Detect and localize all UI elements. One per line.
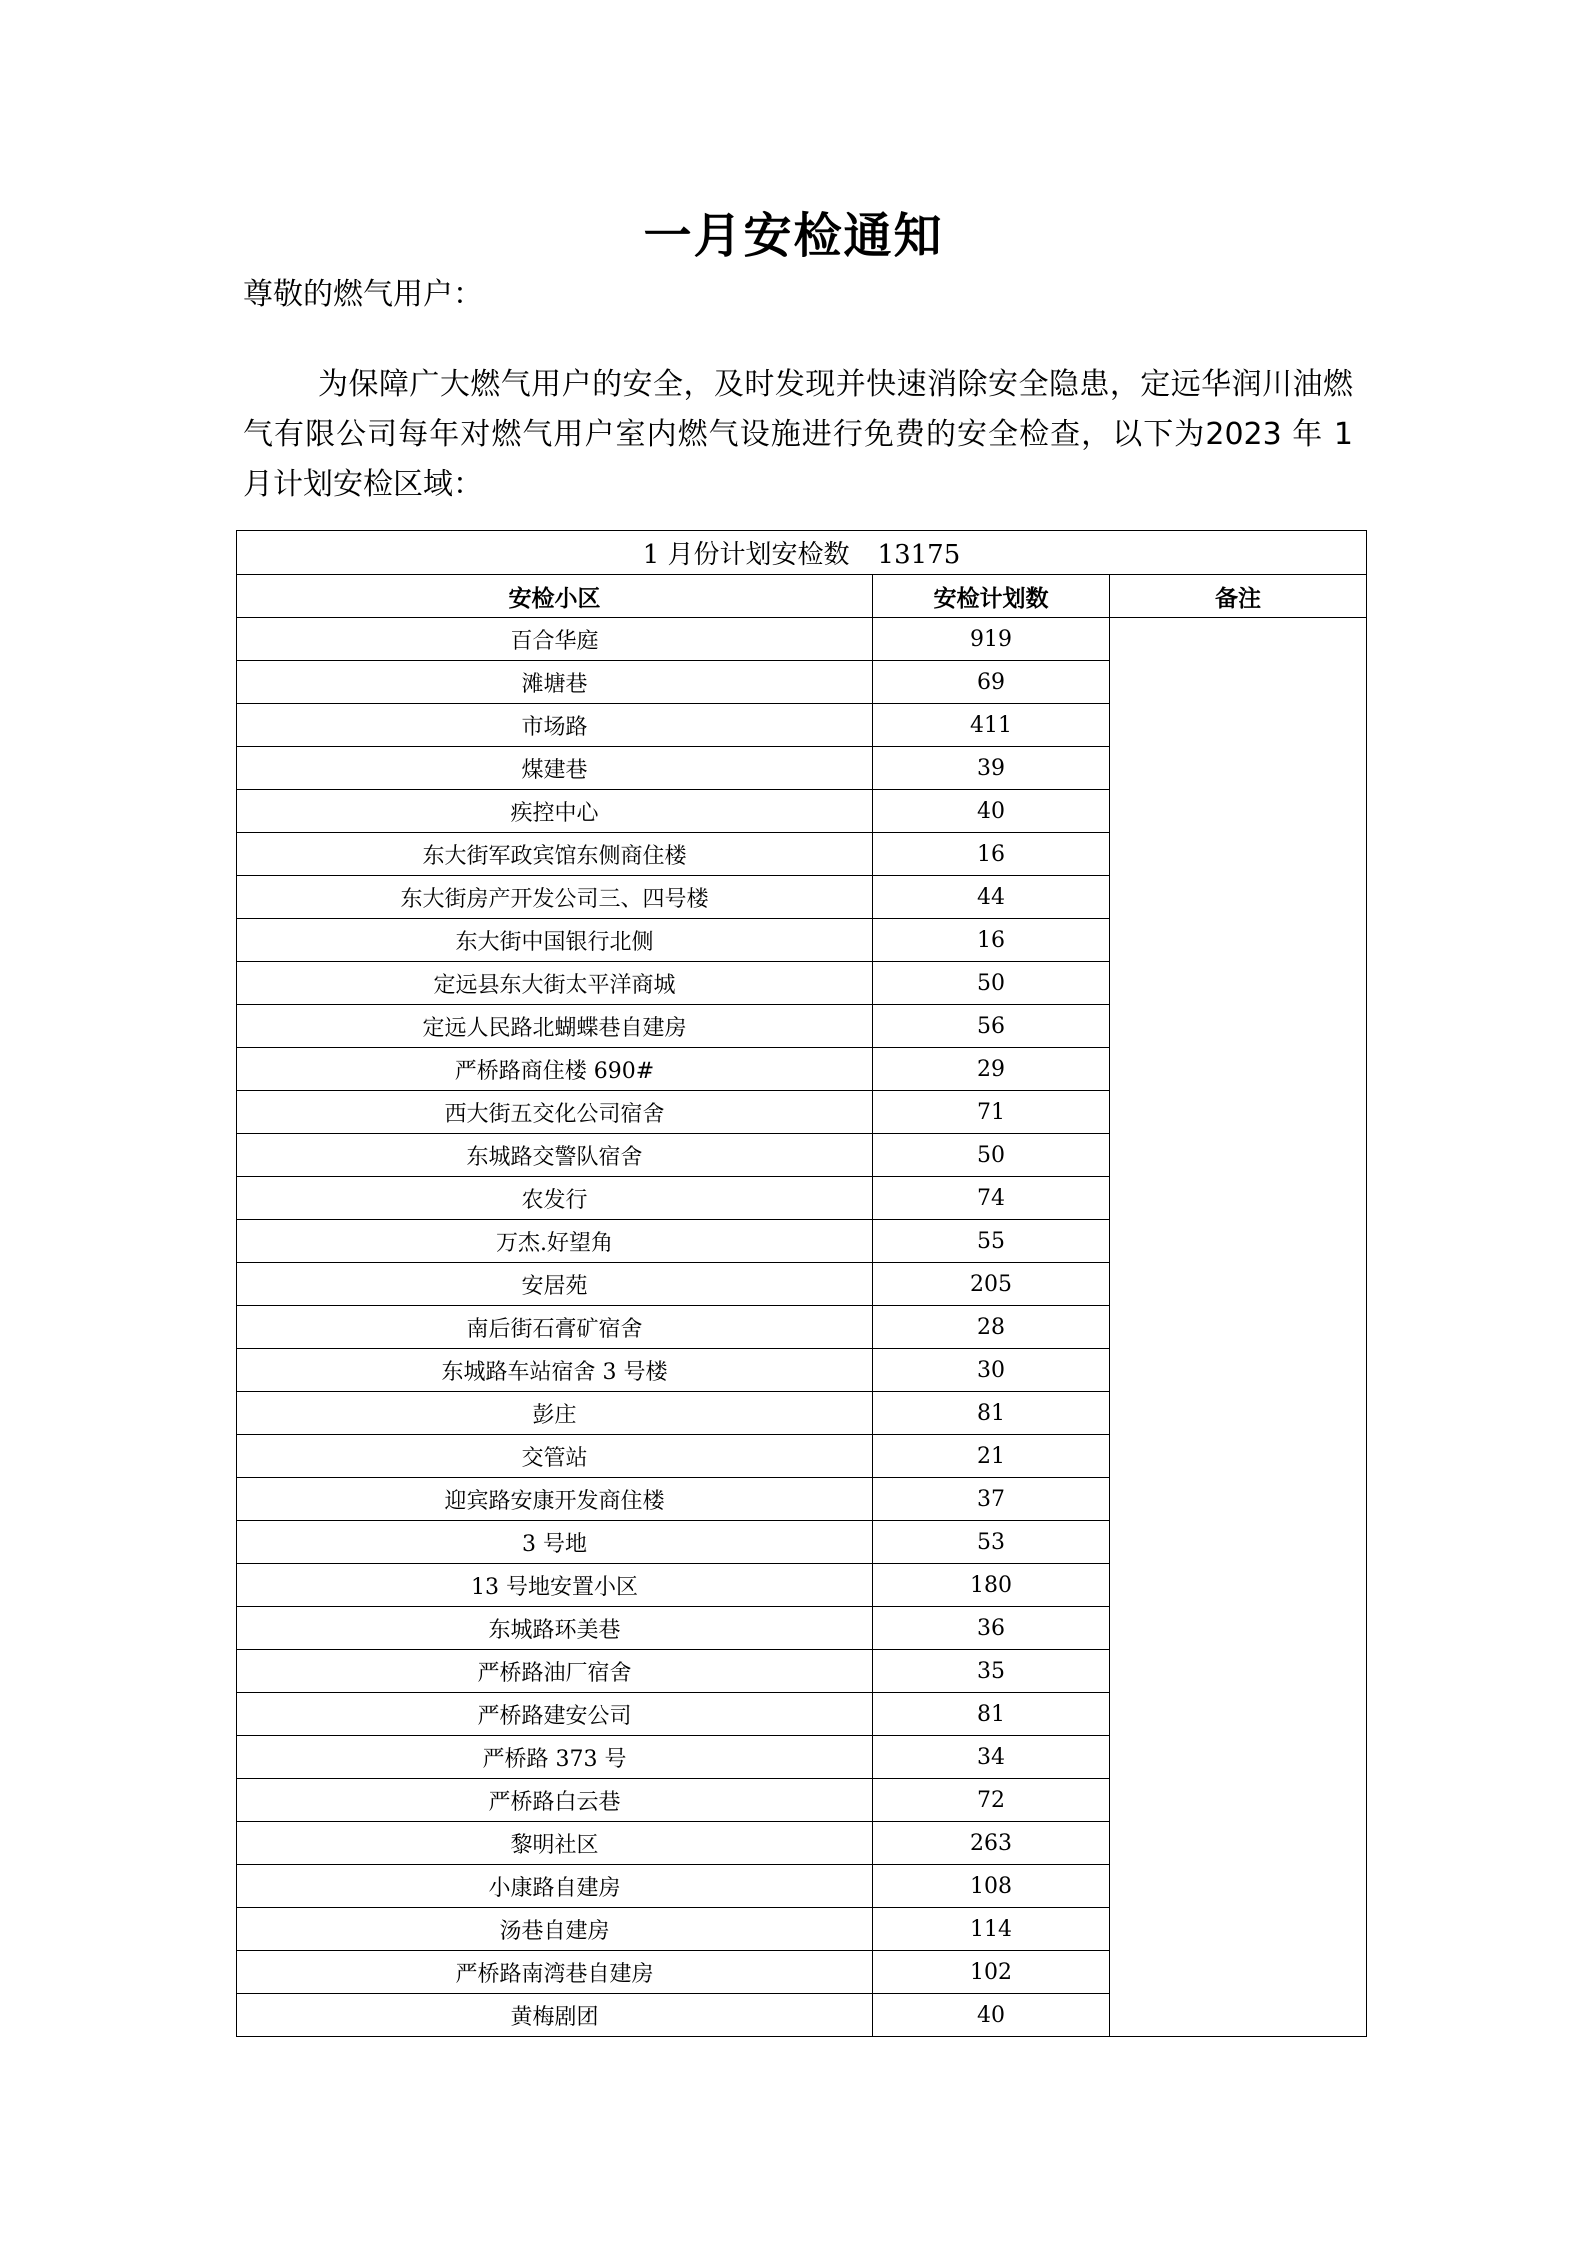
count-cell: 29 [873, 1048, 1110, 1091]
header-count: 安检计划数 [873, 575, 1110, 618]
greeting: 尊敬的燃气用户： [243, 277, 483, 312]
table-caption-row [237, 531, 1367, 575]
count-cell: 37 [873, 1478, 1110, 1521]
area-cell: 彭庄 [237, 1392, 873, 1435]
area-cell: 农发行 [237, 1177, 873, 1220]
remark-cell [1110, 618, 1367, 2037]
area-cell: 东城路车站宿舍 3 号楼 [237, 1349, 873, 1392]
area-cell: 滩塘巷 [237, 661, 873, 704]
count-cell: 50 [873, 962, 1110, 1005]
header-area: 安检小区 [237, 575, 873, 618]
table-row [237, 618, 1367, 661]
area-cell: 百合华庭 [237, 618, 873, 661]
area-cell: 黎明社区 [237, 1822, 873, 1865]
area-cell: 万杰.好望角 [237, 1220, 873, 1263]
count-cell: 30 [873, 1349, 1110, 1392]
area-cell: 小康路自建房 [237, 1865, 873, 1908]
header-remark: 备注 [1110, 575, 1367, 618]
count-cell: 205 [873, 1263, 1110, 1306]
area-cell: 黄梅剧团 [237, 1994, 873, 2037]
count-cell: 81 [873, 1392, 1110, 1435]
area-cell: 交管站 [237, 1435, 873, 1478]
area-cell: 定远人民路北蝴蝶巷自建房 [237, 1005, 873, 1048]
area-cell: 严桥路白云巷 [237, 1779, 873, 1822]
count-cell: 16 [873, 833, 1110, 876]
area-cell: 严桥路南湾巷自建房 [237, 1951, 873, 1994]
count-cell: 44 [873, 876, 1110, 919]
area-cell: 严桥路 373 号 [237, 1736, 873, 1779]
area-cell: 定远县东大街太平洋商城 [237, 962, 873, 1005]
notice-title: 一月安检通知 [643, 208, 944, 264]
count-cell: 53 [873, 1521, 1110, 1564]
area-cell: 疾控中心 [237, 790, 873, 833]
count-cell: 114 [873, 1908, 1110, 1951]
area-cell: 安居苑 [237, 1263, 873, 1306]
area-cell: 西大街五交化公司宿舍 [237, 1091, 873, 1134]
count-cell: 40 [873, 1994, 1110, 2037]
table-caption [237, 531, 1367, 575]
count-cell: 74 [873, 1177, 1110, 1220]
area-cell: 东城路环美巷 [237, 1607, 873, 1650]
area-cell: 严桥路商住楼 690# [237, 1048, 873, 1091]
inspection-plan-table [236, 530, 1367, 2037]
count-cell: 71 [873, 1091, 1110, 1134]
area-cell: 东城路交警队宿舍 [237, 1134, 873, 1177]
count-cell: 56 [873, 1005, 1110, 1048]
area-cell: 严桥路油厂宿舍 [237, 1650, 873, 1693]
count-cell: 16 [873, 919, 1110, 962]
count-cell: 102 [873, 1951, 1110, 1994]
count-cell: 39 [873, 747, 1110, 790]
notice-body: 为保障广大燃气用户的安全，及时发现并快速消除安全隐患，定远华润川油燃气有限公司每年对燃气用户室内燃气设施进行免费的安全检查，以下为2023 年 1 月计划安检区域： [243, 367, 1353, 502]
count-cell: 55 [873, 1220, 1110, 1263]
area-cell: 东大街房产开发公司三、四号楼 [237, 876, 873, 919]
count-cell: 35 [873, 1650, 1110, 1693]
count-cell: 180 [873, 1564, 1110, 1607]
count-cell: 263 [873, 1822, 1110, 1865]
area-cell: 南后街石膏矿宿舍 [237, 1306, 873, 1349]
count-cell: 21 [873, 1435, 1110, 1478]
count-cell: 69 [873, 661, 1110, 704]
count-cell: 108 [873, 1865, 1110, 1908]
count-cell: 72 [873, 1779, 1110, 1822]
count-cell: 50 [873, 1134, 1110, 1177]
area-cell: 市场路 [237, 704, 873, 747]
area-cell: 汤巷自建房 [237, 1908, 873, 1951]
count-cell: 34 [873, 1736, 1110, 1779]
count-cell: 28 [873, 1306, 1110, 1349]
area-cell: 煤建巷 [237, 747, 873, 790]
area-cell: 东大街军政宾馆东侧商住楼 [237, 833, 873, 876]
count-cell: 411 [873, 704, 1110, 747]
area-cell: 13 号地安置小区 [237, 1564, 873, 1607]
count-cell: 919 [873, 618, 1110, 661]
count-cell: 81 [873, 1693, 1110, 1736]
count-cell: 40 [873, 790, 1110, 833]
area-cell: 严桥路建安公司 [237, 1693, 873, 1736]
table-header-row [237, 575, 1367, 618]
count-cell: 36 [873, 1607, 1110, 1650]
caption-label: 1 月份计划安检数 [642, 540, 850, 570]
area-cell: 3 号地 [237, 1521, 873, 1564]
table-body [237, 618, 1367, 2037]
caption-total: 13175 [877, 540, 961, 570]
area-cell: 迎宾路安康开发商住楼 [237, 1478, 873, 1521]
area-cell: 东大街中国银行北侧 [237, 919, 873, 962]
